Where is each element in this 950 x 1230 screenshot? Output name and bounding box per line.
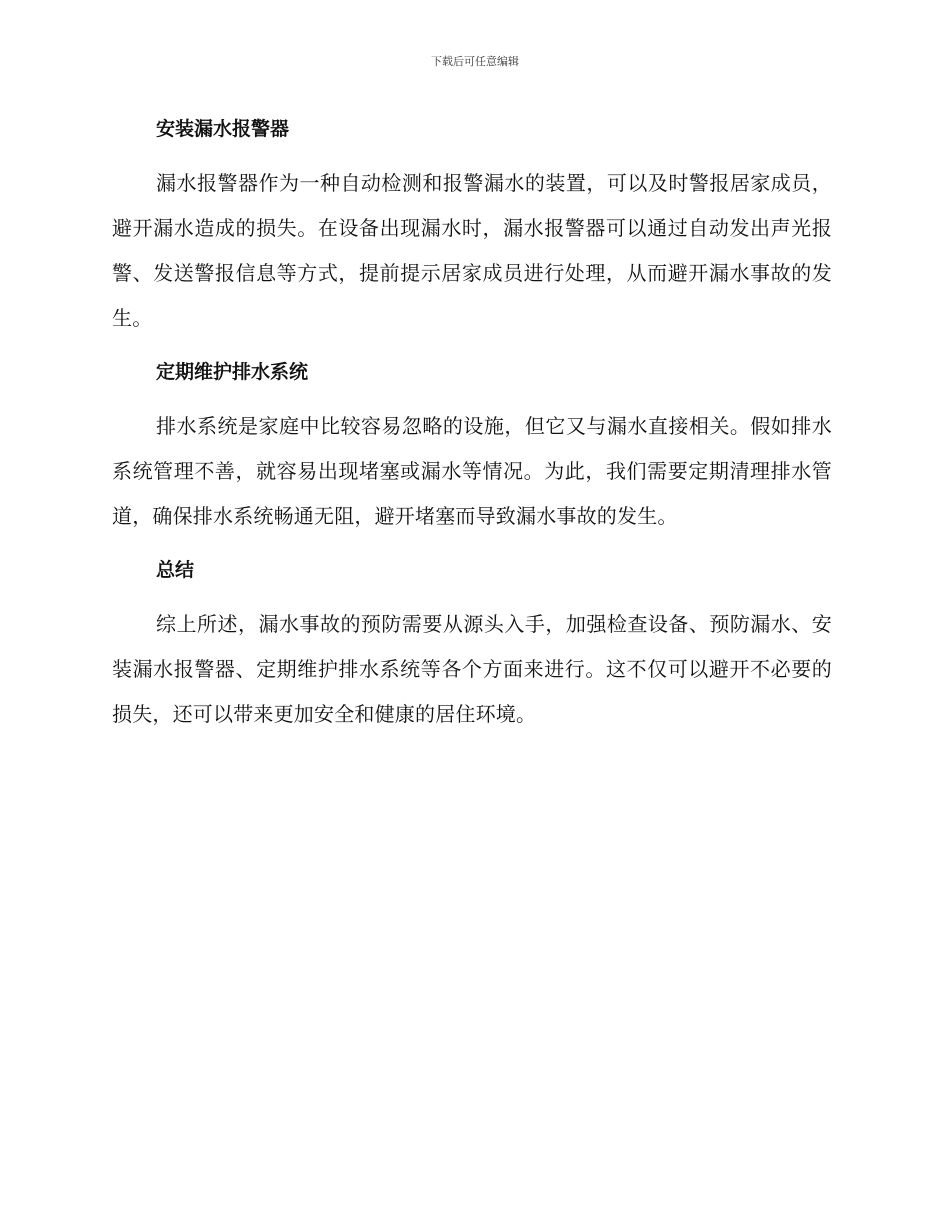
section-heading: 总结	[156, 559, 195, 581]
page-header-note: 下载后可任意编辑	[431, 55, 519, 68]
section-paragraph: 排水系统是家庭中比较容易忽略的设施，但它又与漏水直接相关。假如排水系统管理不善，就容易出现堵塞或漏水等情况。为此，我们需要定期清理排水管道，确保排水系统畅通无阻，避开堵塞而导致漏水事故的发生。	[112, 414, 832, 528]
section-drainage	[112, 355, 832, 539]
section-heading: 定期维护排水系统	[156, 361, 309, 383]
section-paragraph: 综上所述，漏水事故的预防需要从源头入手，加强检查设备、预防漏水、安装漏水报警器、定期维护排水系统等各个方面来进行。这不仅可以避开不必要的损失，还可以带来更加安全和健康的居住环境。	[112, 612, 832, 726]
document-body	[112, 112, 832, 751]
section-alarm	[112, 112, 832, 341]
section-heading: 安装漏水报警器	[156, 118, 290, 140]
section-summary	[112, 553, 832, 737]
section-paragraph: 漏水报警器作为一种自动检测和报警漏水的装置，可以及时警报居家成员，避开漏水造成的损失。在设备出现漏水时，漏水报警器可以通过自动发出声光报警、发送警报信息等方式，提前提示居家成员进行处理，从而避开漏水事故的发生。	[112, 171, 832, 330]
